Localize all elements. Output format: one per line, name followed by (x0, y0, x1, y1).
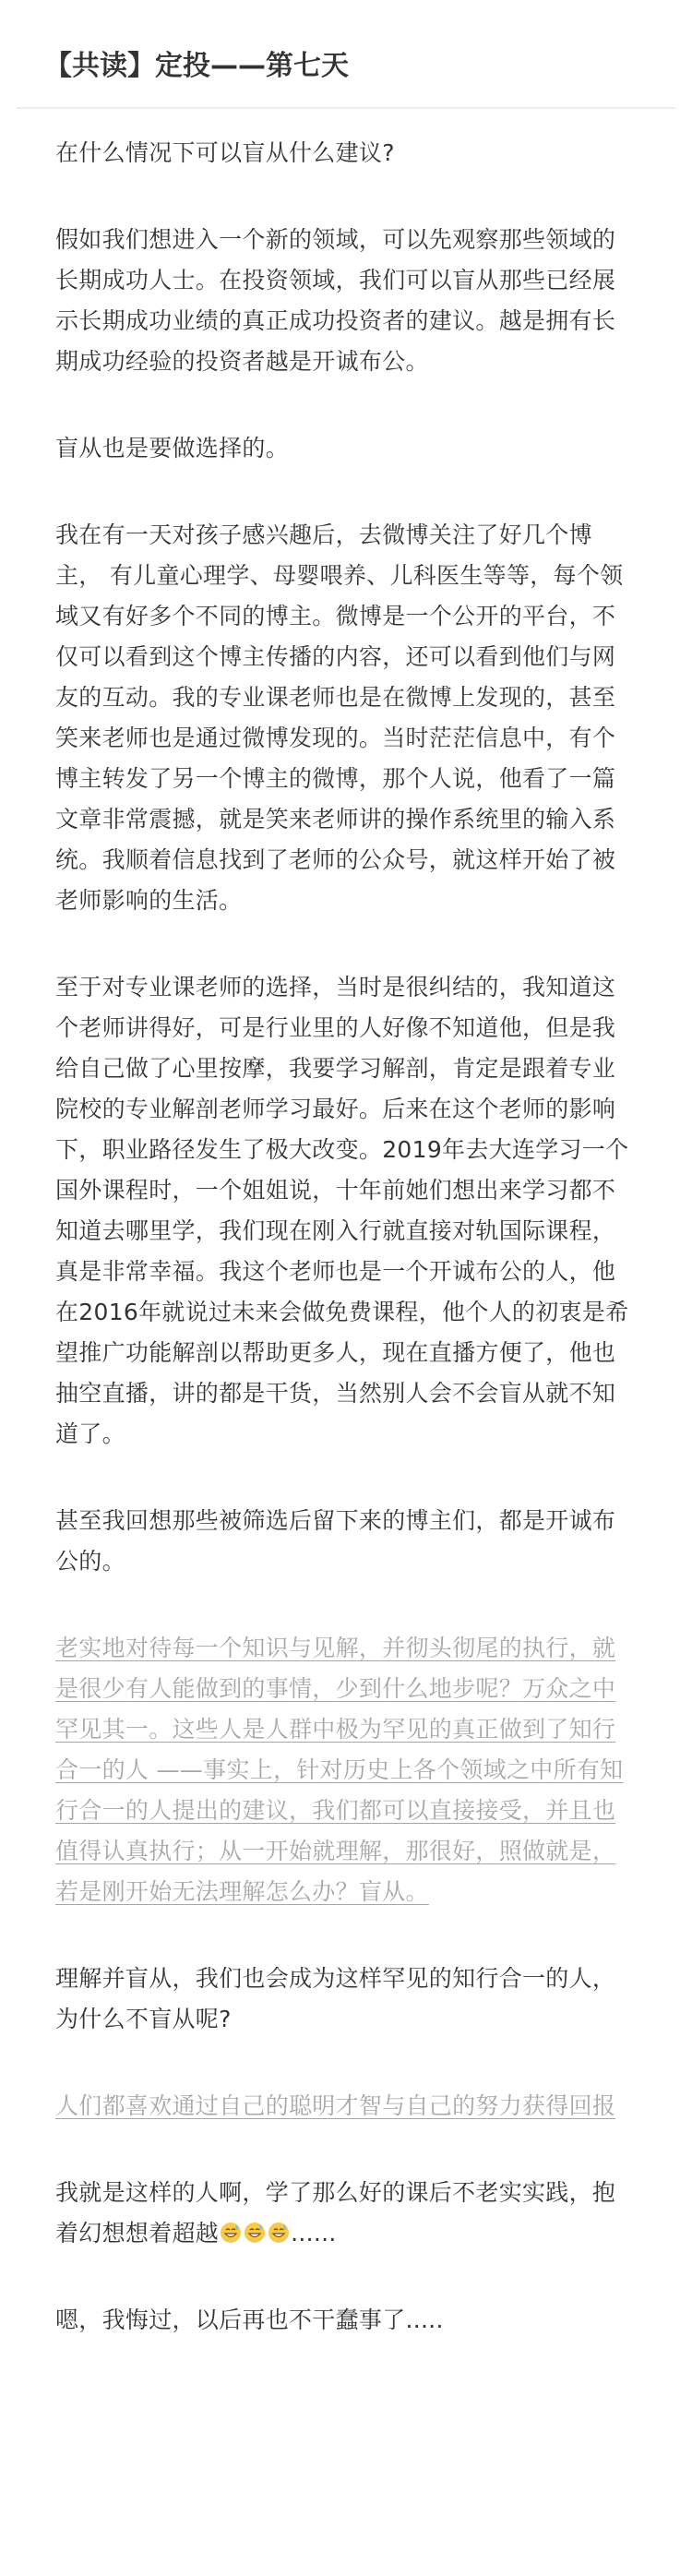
paragraph-confession (55, 2173, 629, 2254)
confession-tail: ...... (291, 2220, 337, 2247)
grinning-sweat-emoji-icon (219, 2220, 291, 2247)
quote-link-reward[interactable]: 人们都喜欢通过自己的聪明才智与自己的努力获得回报 (55, 2092, 616, 2119)
article-header (0, 0, 692, 109)
article-body (55, 133, 629, 2387)
paragraph-bloggers: 甚至我回想那些被筛选后留下来的博主们，都是开诚布公的。 (55, 1507, 616, 1575)
paragraph-weibo-story: 我在有一天对孩子感兴趣后，去微博关注了好几个博主， 有儿童心理学、母婴喂养、儿科医生等等，每个领域又有好多个不同的博主。微博是一个公开的平台，不仅可以看到这个博主传播的内容，还可以看到他们与网友的互动。我的专业课老师也是在微博上发现的，甚至笑来老师也是通过微博发现的。当时茫茫信息中，有个博主转发了另一个博主的微博，那个人说，他看了一篇文章非常震撼，就是笑来老师讲的操作系统里的输入系统。我顺着信息找到了老师的公众号，就这样开始了被老师影响的生活。 (55, 521, 624, 914)
paragraph-understand-follow: 理解并盲从，我们也会成为这样罕见的知行合一的人，为什么不盲从呢? (55, 1965, 616, 2032)
paragraph-choose: 盲从也是要做选择的。 (55, 435, 290, 461)
confession-text: 我就是这样的人啊，学了那么好的课后不老实实践，抱着幻想想着超越 (55, 2179, 616, 2247)
grinning-sweat-emoji-icon (220, 2222, 242, 2244)
paragraph-regret: 嗯，我悔过，以后再也不干蠢事了..... (55, 2306, 444, 2333)
grinning-sweat-emoji-icon (268, 2222, 290, 2244)
quote-link-knowledge-action[interactable]: 老实地对待每一个知识与见解，并彻头彻尾的执行，就是很少有人能做到的事情，少到什么地步呢？万众之中罕见其一。这些人是人群中极为罕见的真正做到了知行合一的人 ——事实上，针对历史上各个领域之中所有知行合一的人提出的建议，我们都可以直接接受，并且也值得认真执行；从一开始就理解，那很好，照做就是，若是刚开始无法理解怎么办？盲从。 (55, 1635, 624, 1905)
paragraph-teacher-choice: 至于对专业课老师的选择，当时是很纠结的，我知道这个老师讲得好，可是行业里的人好像不知道他，但是我给自己做了心里按摩，我要学习解剖，肯定是跟着专业院校的专业解剖老师学习最好。后来在这个老师的影响下，职业路径发生了极大改变。2019年去大连学习一个国外课程时，一个姐姐说，十年前她们想出来学习都不知道去哪里学，我们现在刚入行就直接对轨国际课程，真是非常幸福。我这个老师也是一个开诚布公的人，他在2016年就说过未来会做免费课程，他个人的初衷是希望推广功能解剖以帮助更多人，现在直播方便了，他也抽空直播，讲的都是干货，当然别人会不会盲从就不知道了。 (55, 974, 629, 1447)
header-divider (17, 107, 675, 109)
paragraph-question: 在什么情况下可以盲从什么建议? (55, 139, 395, 166)
article-title: 【共读】定投——第七天 (44, 50, 349, 82)
paragraph-observe-experts: 假如我们想进入一个新的领域，可以先观察那些领域的长期成功人士。在投资领域，我们可以盲从那些已经展示长期成功业绩的真正成功投资者的建议。越是拥有长期成功经验的投资者越是开诚布公。 (55, 226, 616, 375)
grinning-sweat-emoji-icon (244, 2222, 266, 2244)
